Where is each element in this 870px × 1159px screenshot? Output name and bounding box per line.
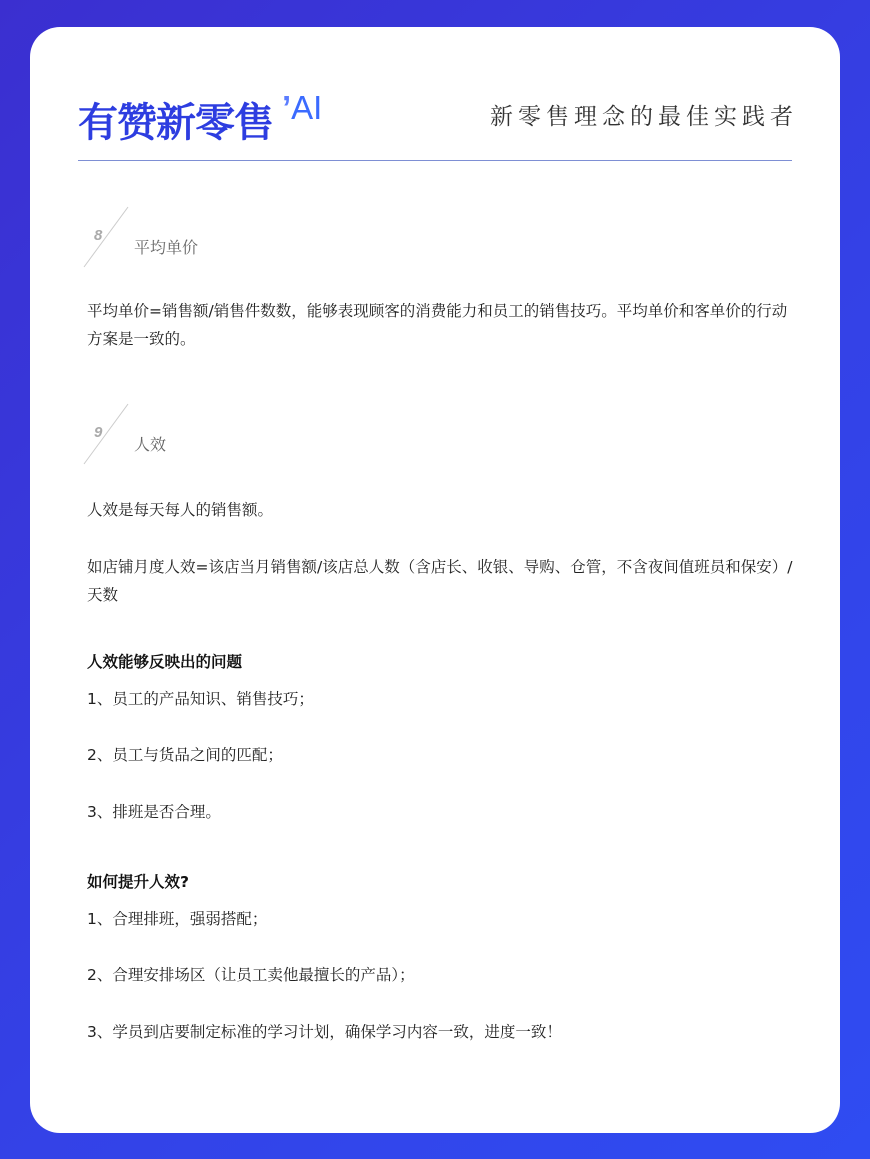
section-heading bbox=[82, 402, 382, 472]
header-divider bbox=[78, 160, 792, 161]
list-item: 1、合理排班，强弱搭配； bbox=[87, 910, 268, 928]
content-card bbox=[30, 27, 840, 1133]
slogan: 新零售理念的最佳实践者 bbox=[490, 104, 798, 130]
paragraph: 如店铺月度人效=该店当月销售额/该店总人数（含店长、收银、导购、仓管，不含夜间值班员和保安）/天数 bbox=[87, 558, 793, 604]
section-number: 8 bbox=[94, 227, 103, 244]
list-item: 3、排班是否合理。 bbox=[87, 803, 221, 821]
list-item: 3、学员到店要制定标准的学习计划，确保学习内容一致，进度一致！ bbox=[87, 1023, 562, 1041]
list-item: 1、员工的产品知识、销售技巧； bbox=[87, 690, 314, 708]
slash-decoration-icon bbox=[82, 402, 130, 466]
logo-text: 有赞新零售 bbox=[78, 100, 273, 146]
section-title: 平均单价 bbox=[134, 238, 199, 257]
subheading: 如何提升人效? bbox=[87, 873, 189, 891]
logo-ai-mark bbox=[282, 89, 322, 127]
logo-tick-icon: ’ bbox=[282, 89, 292, 126]
slash-decoration-icon bbox=[82, 205, 130, 269]
section-heading bbox=[82, 205, 382, 275]
list-item: 2、员工与货品之间的匹配； bbox=[87, 746, 283, 764]
list-item: 2、合理安排场区（让员工卖他最擅长的产品）； bbox=[87, 966, 415, 984]
page-header bbox=[78, 85, 798, 161]
section-title: 人效 bbox=[134, 435, 167, 454]
section-number: 9 bbox=[94, 424, 103, 441]
paragraph: 人效是每天每人的销售额。 bbox=[87, 501, 274, 519]
brand-logo bbox=[78, 91, 273, 148]
subheading: 人效能够反映出的问题 bbox=[87, 653, 243, 671]
paragraph: 平均单价=销售额/销售件数数，能够表现顾客的消费能力和员工的销售技巧。平均单价和客单价的行动方案是一致的。 bbox=[87, 302, 788, 348]
logo-ai-text: AI bbox=[291, 89, 323, 126]
